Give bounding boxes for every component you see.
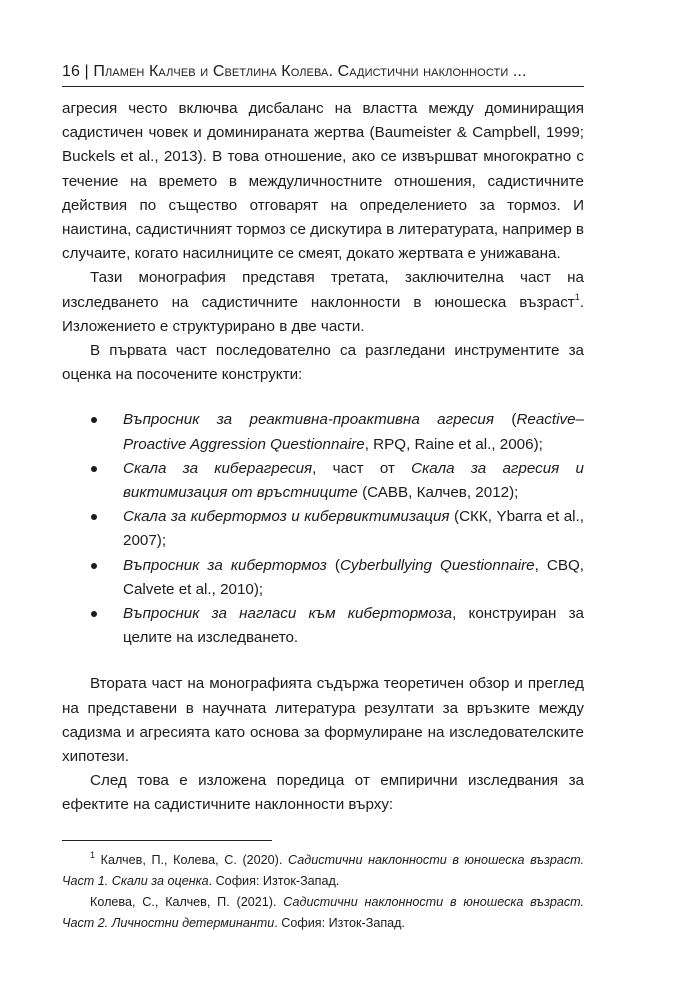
footnote-1-authors: Калчев, П., Колева, С. (2020). <box>95 853 288 867</box>
list-item-rest: , конструиран за целите на изследването. <box>123 605 584 647</box>
page-number: 16 <box>62 63 80 80</box>
instrument-list <box>62 408 584 650</box>
main-text <box>62 97 584 818</box>
running-header <box>62 60 584 84</box>
bullet-icon <box>91 417 97 423</box>
paragraph-1: агресия често включва дисбаланс на властта между доминиращия садистичен човек и доминираната жертва (Baumeister & Campbell, 1999; Buckels et al., 2013). В това отношение, ако се извършват многократно с течение на времето в междуличностните отношения, садистичните действия по същество отговарят на определението за тормоз. И наистина, садистичният тормоз се дискутира в литературата, например в случаите, когато насилниците се смеят, докато жертвата е унижавана. <box>62 100 584 263</box>
bullet-icon <box>91 466 97 472</box>
header-separator: | <box>84 63 89 80</box>
header-title: Пламен Калчев и Светлина Колева. Садистични наклонности ... <box>93 63 527 80</box>
list-item <box>62 505 584 553</box>
list-item <box>62 457 584 505</box>
paragraph-2-text: Тази монография представя третата, заключителна част на изследването на садистичните наклонности в юношеска възраст <box>62 269 584 311</box>
footnote-1-publisher: . София: Изток-Запад. <box>208 874 340 888</box>
list-item-rest: (СКК, Ybarra et al., 2007); <box>123 508 584 550</box>
list-item-mid: ( <box>493 411 517 429</box>
footnote-ref: 1 <box>574 291 580 302</box>
list-item-mid: ( <box>326 556 340 574</box>
list-item-mid: , част от <box>312 459 412 477</box>
paragraph-4: Втората част на монографията съдържа теоретичен обзор и преглед на представени в научната литература резултати за връзките между садизма и агресията като основа за формулиране на изследователските хипотези. <box>62 675 584 766</box>
footnote-2-publisher: . София: Изток-Запад. <box>274 916 406 930</box>
footnote-rule <box>62 840 272 841</box>
list-item-title: Скала за кибертормоз и кибервиктимизация <box>123 508 450 526</box>
footnote-1 <box>62 850 584 892</box>
list-item <box>62 554 584 602</box>
footnote-2 <box>62 892 584 934</box>
footnotes <box>62 850 584 934</box>
bullet-icon <box>91 514 97 520</box>
footnote-2-authors: Колева, С., Калчев, П. (2021). <box>90 895 284 909</box>
paragraph-5: След това е изложена поредица от емпирични изследвания за ефектите на садистичните наклонности върху: <box>62 772 584 814</box>
list-item-rest: , CBQ, Calvete et al., 2010); <box>123 556 585 598</box>
list-item-title: Скала за киберагресия <box>123 459 313 477</box>
bullet-icon <box>91 611 97 617</box>
list-item-title: Въпросник за нагласи към кибертормоза <box>123 605 453 623</box>
list-item-title-en: Cyberbullying Questionnaire <box>339 556 535 574</box>
list-item-title-en: Reactive–Proactive Aggression Questionnaire <box>123 411 584 453</box>
list-item-rest: , RPQ, Raine et al., 2006); <box>364 435 543 453</box>
list-item <box>62 602 584 650</box>
list-item-rest: (САВВ, Калчев, 2012); <box>357 484 519 502</box>
paragraph-2 <box>62 266 584 339</box>
list-item-title: Въпросник за реактивна-проактивна агресия <box>123 411 494 429</box>
footnote-1-title: Садистични наклонности в юношеска възраст. Част 1. Скали за оценка <box>62 853 584 888</box>
paragraph-3: В първата част последователно са разгледани инструментите за оценка на посочените конструкти: <box>62 342 584 384</box>
header-rule <box>62 86 584 87</box>
paragraph-2-end: . Изложението е структурирано в две части. <box>62 293 584 335</box>
list-item-title: Въпросник за кибертормоз <box>123 556 327 574</box>
footnote-mark: 1 <box>90 849 96 860</box>
list-item <box>62 408 584 456</box>
bullet-icon <box>91 563 97 569</box>
footnote-2-title: Садистични наклонности в юношеска възраст. Част 2. Личностни детерминанти <box>62 895 584 930</box>
list-item-title-2: Скала за агресия и виктимизация от връстниците <box>123 459 584 502</box>
